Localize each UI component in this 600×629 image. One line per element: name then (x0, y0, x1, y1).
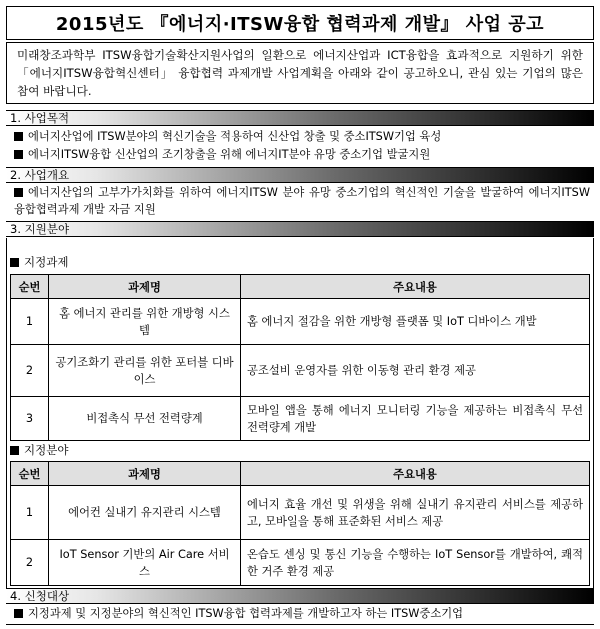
col-header-main-content: 주요내용 (241, 462, 590, 486)
notice-title: 2015년도 『에너지·ITSW융합 협력과제 개발』 사업 공고 (6, 6, 594, 40)
designated-tasks-label: 지정과제 (10, 254, 68, 270)
table-row: 1 홈 에너지 관리를 위한 개방형 시스템 홈 에너지 절감을 위한 개방형 플랫폼 및 IoT 디바이스 개발 (11, 299, 590, 345)
square-bullet-icon (14, 150, 23, 159)
square-bullet-icon (14, 188, 23, 197)
square-bullet-icon (14, 132, 23, 141)
section-heading-eligibility: 4. 신청대상 (6, 588, 594, 604)
table-row: 1 에어컨 실내기 유지관리 시스템 에너지 효율 개선 및 위생을 위해 실내기 유지관리 서비스를 제공하고, 모바일을 통해 표준화된 서비스 제공 (11, 486, 590, 540)
designated-tasks-table (10, 274, 590, 441)
designated-fields-label: 지정분야 (10, 442, 68, 458)
table-row: 2 공기조화기 관리를 위한 포터블 디바이스 공조설비 운영자를 위한 이동형 관리 환경 제공 (11, 345, 590, 397)
purpose-item-2: 에너지ITSW융합 신산업의 조기창출을 위해 에너지IT분야 유망 중소기업 발굴지원 (14, 146, 586, 163)
col-header-no: 순번 (11, 462, 49, 486)
square-bullet-icon (10, 446, 19, 455)
section-heading-overview: 2. 사업개요 (6, 167, 594, 183)
section-heading-purpose: 1. 사업목적 (6, 110, 594, 126)
col-header-task-name: 과제명 (49, 275, 241, 299)
table-row: 3 비접촉식 무선 전력량계 모바일 앱을 통해 에너지 모니터링 기능을 제공하는 비접촉식 무선 전력량계 개발 (11, 397, 590, 441)
square-bullet-icon (10, 258, 19, 267)
col-header-no: 순번 (11, 275, 49, 299)
section-heading-support-fields: 3. 지원분야 (6, 221, 594, 237)
overview-item-1: 에너지산업의 고부가가치화를 위하여 에너지ITSW 분야 유망 중소기업의 혁신적인 기술을 발굴하여 에너지ITSW융합협력과제 개발 자금 지원 (14, 186, 590, 216)
col-header-main-content: 주요내용 (241, 275, 590, 299)
eligibility-item-1: 지정과제 및 지정분야의 혁신적인 ITSW융합 협력과제를 개발하고자 하는 ITSW중소기업 (14, 605, 586, 622)
square-bullet-icon (14, 609, 23, 618)
table-row: 2 IoT Sensor 기반의 Air Care 서비스 온습도 센싱 및 통신 기능을 수행하는 IoT Sensor를 개발하여, 쾌적한 거주 환경 제공 (11, 540, 590, 586)
designated-fields-table (10, 461, 590, 586)
intro-paragraph: 미래창조과학부 ITSW융합기술확산지원사업의 일환으로 에너지산업과 ICT융합을 효과적으로 지원하기 위한 「에너지ITSW융합혁신센터」 융합협력 과제개발 사업계획을 아래와 같이 공고하오니, 관심 있는 기업의 많은 참여 바랍니다. (6, 42, 594, 104)
col-header-task-name: 과제명 (49, 462, 241, 486)
bottom-rule (6, 624, 594, 625)
purpose-item-1: 에너지산업에 ITSW분야의 혁신기술을 적용하여 신산업 창출 및 중소ITSW기업 육성 (14, 128, 586, 145)
